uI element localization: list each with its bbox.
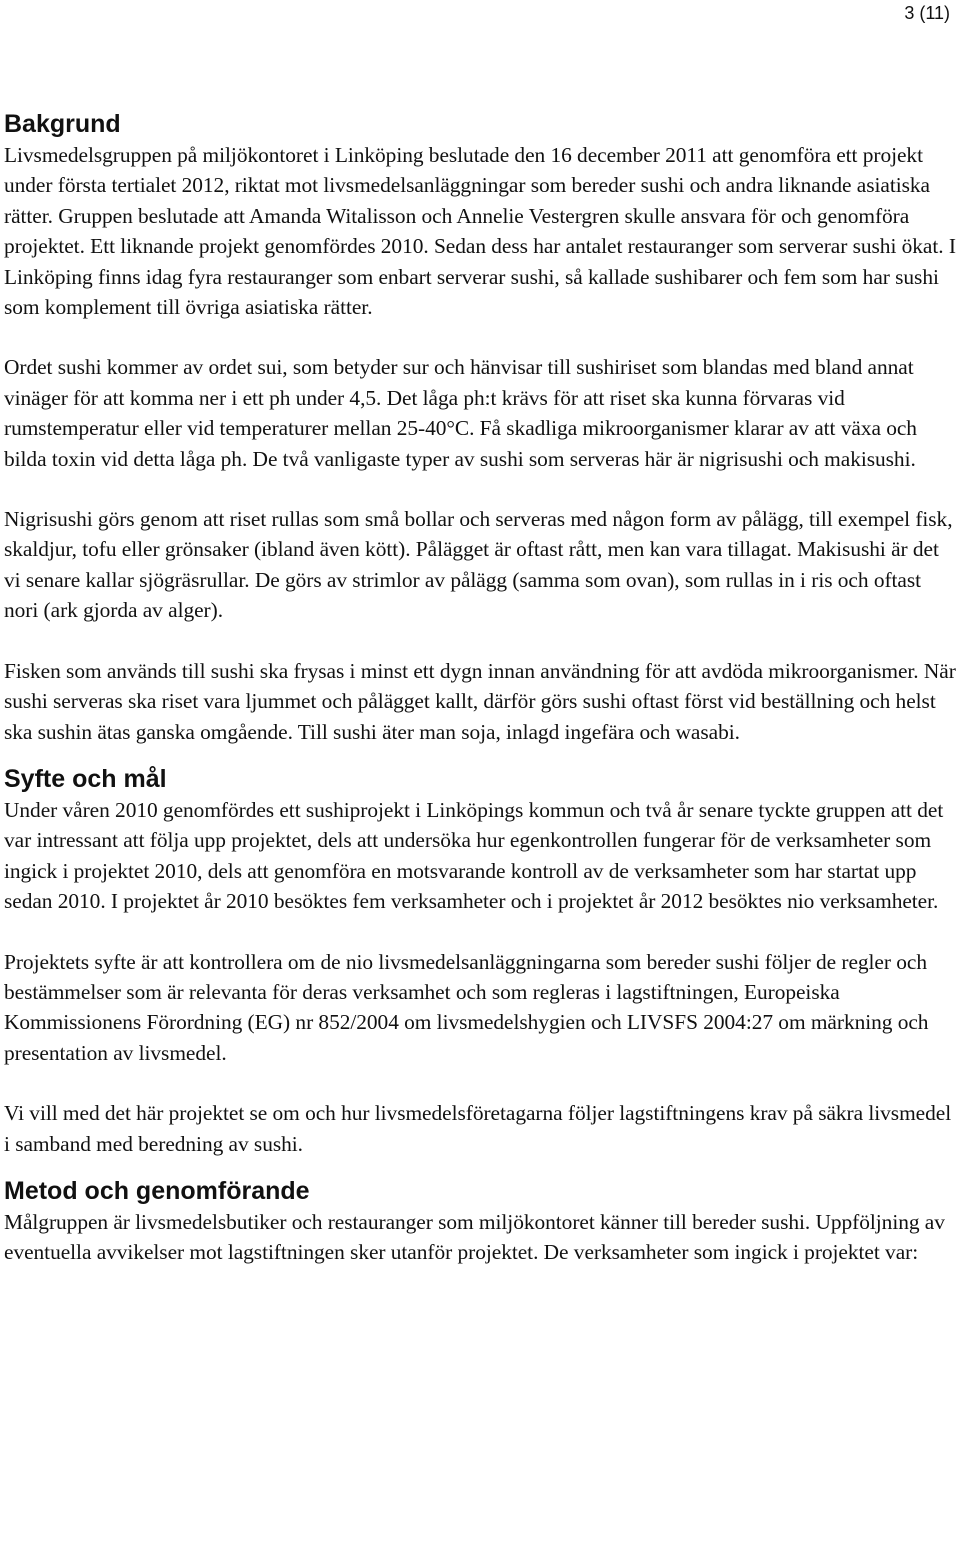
section-syfte-och-mal: [4, 763, 958, 1159]
paragraph: Målgruppen är livsmedelsbutiker och restauranger som miljökontoret känner till bereder sushi. Uppföljning av eventuella avvikelser mot lagstiftningen sker utanför projektet. De verksamheter som ingick i projektet var:: [4, 1209, 945, 1265]
paragraph: Livsmedelsgruppen på miljökontoret i Linköping beslutade den 16 december 2011 att genomföra ett projekt under första tertialet 2012, riktat mot livsmedelsanläggningar som bereder sushi och andra liknande asiatiska rätter. Gruppen beslutade att Amanda Witalisson och Annelie Vestergren skulle ansvara för och genomföra projektet. Ett liknande projekt genomfördes 2010. Sedan dess har antalet restauranger som serverar sushi ökat. I Linköping finns idag fyra restauranger som enbart serverar sushi, så kallade sushibarer och fem som har sushi som komplement till övriga asiatiska rätter.: [4, 143, 956, 320]
paragraph: Fisken som används till sushi ska frysas i minst ett dygn innan användning för att avdöda mikroorganismer. När sushi serveras ska riset vara ljummet och pålägget kallt, därför görs sushi oftast först vid beställning och helst ska sushin ätas ganska omgående. Till sushi äter man soja, inlagd ingefära och wasabi.: [4, 658, 956, 744]
page-number: 3 (11): [904, 3, 950, 23]
section-heading: Bakgrund: [4, 110, 121, 138]
section-heading: Syfte och mål: [4, 764, 167, 793]
section-heading: Metod och genomförande: [4, 1176, 310, 1205]
paragraph: Ordet sushi kommer av ordet sui, som betyder sur och hänvisar till sushiriset som blandas med bland annat vinäger för att komma ner i ett ph under 4,5. Det låga ph:t krävs för att riset ska kunna förvaras vid rumstemperatur eller vid temperaturer mellan 25-40°C. Få skadliga mikroorganismer klarar av att växa och bilda toxin vid detta låga ph. De två vanligaste typer av sushi som serveras här är nigrisushi och makisushi.: [4, 355, 917, 471]
paragraph: Nigrisushi görs genom att riset rullas som små bollar och serveras med någon form av pålägg, till exempel fisk, skaldjur, tofu eller grönsaker (ibland även kött). Pålägget är oftast rått, men kan vara tillagat. Makisushi är det vi senare kallar sjögräsrullar. De görs av strimlor av pålägg (samma som ovan), som rullas in i ris och oftast nori (ark gjorda av alger).: [4, 507, 953, 623]
paragraph: Vi vill med det här projektet se om och hur livsmedelsföretagarna följer lagstiftningens krav på säkra livsmedel i samband med beredning av sushi.: [4, 1101, 952, 1156]
paragraph: Projektets syfte är att kontrollera om de nio livsmedelsanläggningarna som bereder sushi följer de regler och bestämmelser som är relevanta för deras verksamhet och som regleras i lagstiftningen, Europeiska Kommissionens Förordning (EG) nr 852/2004 om livsmedelshygien och LIVSFS 2004:27 om märkning och presentation av livsmedel.: [4, 949, 929, 1065]
paragraph: Under våren 2010 genomfördes ett sushiprojekt i Linköpings kommun och två år senare tyckte gruppen att det var intressant att följa upp projektet, dels att undersöka hur egenkontrollen fungerar för de verksamheter som ingick i projektet 2010, dels att genomföra en motsvarande kontroll av de verksamheter som har startat upp sedan 2010. I projektet år 2010 besöktes fem verksamheter och i projektet år 2012 besöktes nio verksamheter.: [4, 797, 944, 914]
section-metod-och-genomforande: [4, 1175, 958, 1268]
section-bakgrund: [4, 108, 958, 747]
document-body: [4, 108, 958, 1268]
